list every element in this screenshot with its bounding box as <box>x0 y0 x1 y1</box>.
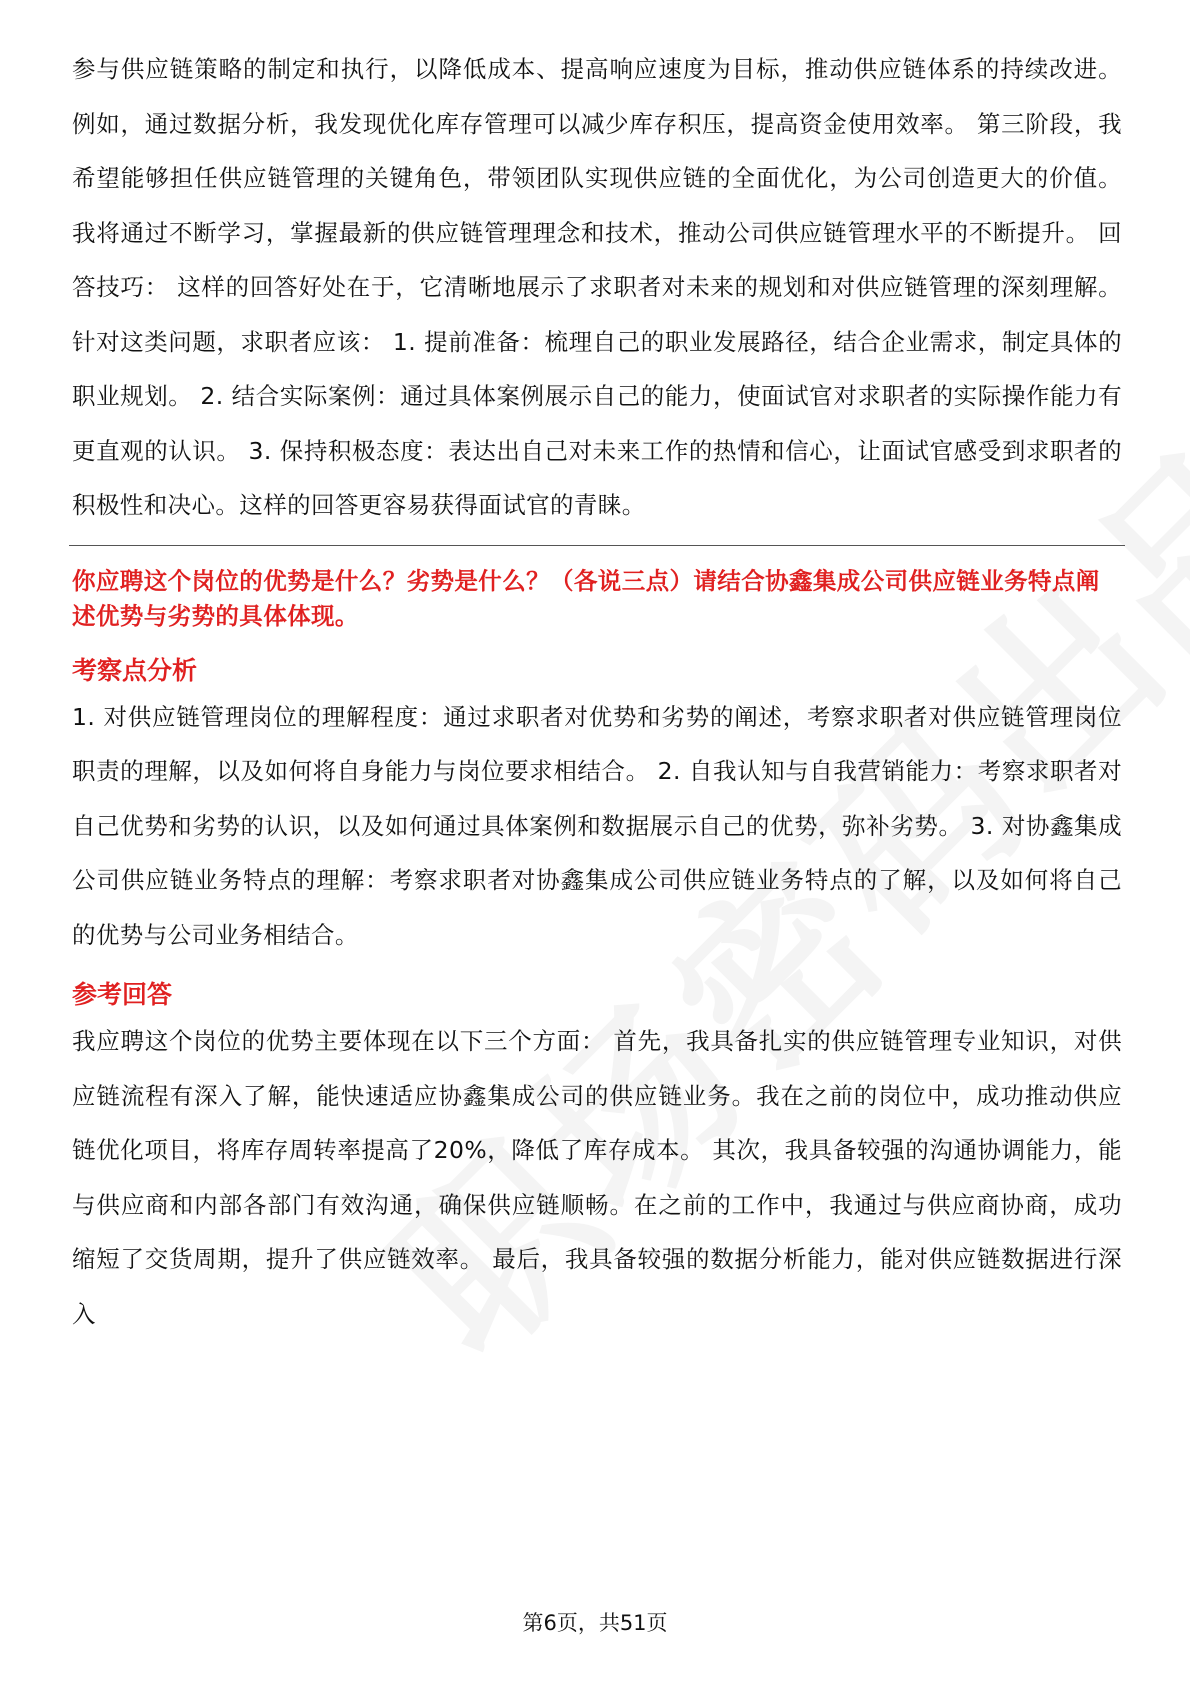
question-title: 你应聘这个岗位的优势是什么？劣势是什么？（各说三点）请结合协鑫集成公司供应链业务特点阐述优势与劣势的具体体现。 <box>72 566 1100 630</box>
intro-paragraph: 参与供应链策略的制定和执行，以降低成本、提高响应速度为目标，推动供应链体系的持续改进。例如，通过数据分析，我发现优化库存管理可以减少库存积压，提高资金使用效率。 第三阶段，我希望能够担任供应链管理的关键角色，带领团队实现供应链的全面优化，为公司创造更大的价值。我将通过不断学习，掌握最新的供应链管理理念和技术，推动公司供应链管理水平的不断提升。 回答技巧： 这样的回答好处在于，它清晰地展示了求职者对未来的规划和对供应链管理的深刻理解。针对这类问题，求职者应该： 1. 提前准备：梳理自己的职业发展路径，结合企业需求，制定具体的职业规划。 2. 结合实际案例：通过具体案例展示自己的能力，使面试官对求职者的实际操作能力有更直观的认识。 3. 保持积极态度：表达出自己对未来工作的热情和信心，让面试官感受到求职者的积极性和决心。这样的回答更容易获得面试官的青睐。 <box>72 55 1122 519</box>
section-divider <box>69 545 1125 546</box>
analysis-heading: 考察点分析 <box>72 655 198 685</box>
page-content <box>72 42 1122 1341</box>
page-footer: 第6页，共51页 <box>522 1611 668 1635</box>
answer-heading: 参考回答 <box>72 980 173 1009</box>
answer-paragraph: 我应聘这个岗位的优势主要体现在以下三个方面： 首先，我具备扎实的供应链管理专业知识，对供应链流程有深入了解，能快速适应协鑫集成公司的供应链业务。我在之前的岗位中，成功推动供应链优化项目，将库存周转率提高了20%，降低了库存成本。 其次，我具备较强的沟通协调能力，能与供应商和内部各部门有效沟通，确保供应链顺畅。在之前的工作中，我通过与供应商协商，成功缩短了交货周期，提升了供应链效率。 最后，我具备较强的数据分析能力，能对供应链数据进行深入 <box>72 1027 1122 1328</box>
analysis-paragraph: 1. 对供应链管理岗位的理解程度：通过求职者对优势和劣势的阐述，考察求职者对供应链管理岗位职责的理解，以及如何将自身能力与岗位要求相结合。 2. 自我认知与自我营销能力：考察求职者对自己优势和劣势的认识，以及如何通过具体案例和数据展示自己的优势，弥补劣势。 3. 对协鑫集成公司供应链业务特点的理解：考察求职者对协鑫集成公司供应链业务特点的了解，以及如何将自己的优势与公司业务相结合。 <box>72 702 1122 949</box>
